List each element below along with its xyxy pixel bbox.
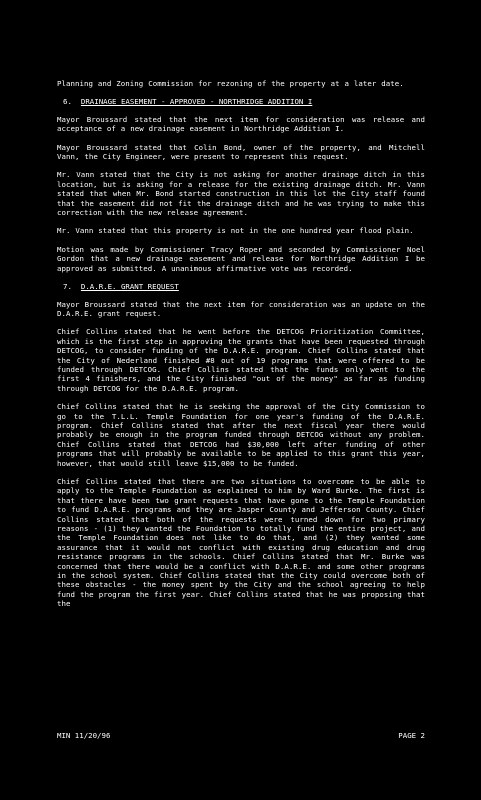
section-6-paragraph-4: Mr. Vann stated that this property is not in the one hundred year flood plain. [57,226,414,236]
section-7-paragraph-2: Chief Collins stated that he went before the DETCOG Prioritization Committee, which is the first step in approving the grants that have been requested through DETCOG, to consider funding of the D.A.R.E. program. Chief Collins stated that the City of Nederland finished #8 out of 19 programs that were offered to be funded through DETCOG. Chief Collins stated that the funds only went to the first 4 finishers, and the City finished "out of the money" as far as funding through DETCOG for the D.A.R.E. program. [57,327,425,393]
section-7-paragraph-1: Mayor Broussard stated that the next item for consideration was an update on the D.A.R.E. grant request. [57,299,425,318]
section-6-paragraph-5: Motion was made by Commissioner Tracy Roper and seconded by Commissioner Noel Gordon that a new drainage easement and release for Northridge Addition I be approved as submitted. A unanimous affirmative vote was recorded. [57,244,425,273]
section-7-number: 7. [63,282,72,292]
section-7-title: D.A.R.E. GRANT REQUEST [80,282,179,292]
section-6-heading [57,97,425,106]
footer-page-number: PAGE 2 [398,731,425,740]
section-7-paragraph-3: Chief Collins stated that he is seeking the approval of the City Commission to go to the T.L.L. Temple Foundation for one year's funding of the D.A.R.E. program. Chief Collins stated that after the next fiscal year there would probably be enough in the program funded through DETCOG without any problem. Chief Collins stated that DETCOG had $30,000 left after funding of other programs that will probably be available to be applied to this grant this year, however, that would still leave $15,000 to be funded. [57,402,425,468]
section-6-title: DRAINAGE EASEMENT - APPROVED - NORTHRIDGE ADDITION I [80,97,313,107]
page-footer [57,731,425,740]
section-7-heading [57,282,425,291]
section-7-paragraph-4: Chief Collins stated that there are two situations to overcome to be able to apply to the Temple Foundation as explained to him by Ward Burke. The first is that there have been two grant requests that have gone to the Temple Foundation to fund D.A.R.E. programs and they are Jasper County and Jefferson County. Chief Collins stated that both of the requests were turned down for two primary reasons - (1) they wanted the Foundation to totally fund the entire project, and the Temple Foundation does not like to do that, and (2) they wanted some assurance that it would not conflict with existing drug education and drug resistance programs in the schools. Chief Collins stated that Mr. Burke was concerned that there would be a conflict with D.A.R.E. and some other programs in the school system. Chief Collins stated that the City could overcome both of these obstacles - the money spent by the City and the school agreeing to help fund the program the first year. Chief Collins stated that he was proposing that the [57,477,425,609]
section-6-paragraph-1: Mayor Broussard stated that the next item for consideration was release and acceptance of a new drainage easement in Northridge Addition I. [57,114,425,134]
section-6-number: 6. [63,97,72,107]
minutes-body [57,79,425,618]
intro-paragraph: Planning and Zoning Commission for rezoning of the property at a later date. [57,79,404,88]
section-6-paragraph-3: Mr. Vann stated that the City is not asking for another drainage ditch in this location, but is asking for a release for the existing drainage ditch. Mr. Vann stated that when Mr. Bond started construction in this lot the City staff found that the easement did not fit the drainage ditch and he was trying to make this correction with the new release agreement. [57,170,425,218]
section-6-paragraph-2: Mayor Broussard stated that Colin Bond, owner of the property, and Mitchell Vann, the City Engineer, were present to represent this request. [57,142,425,162]
footer-minutes-date: MIN 11/20/96 [57,731,111,740]
